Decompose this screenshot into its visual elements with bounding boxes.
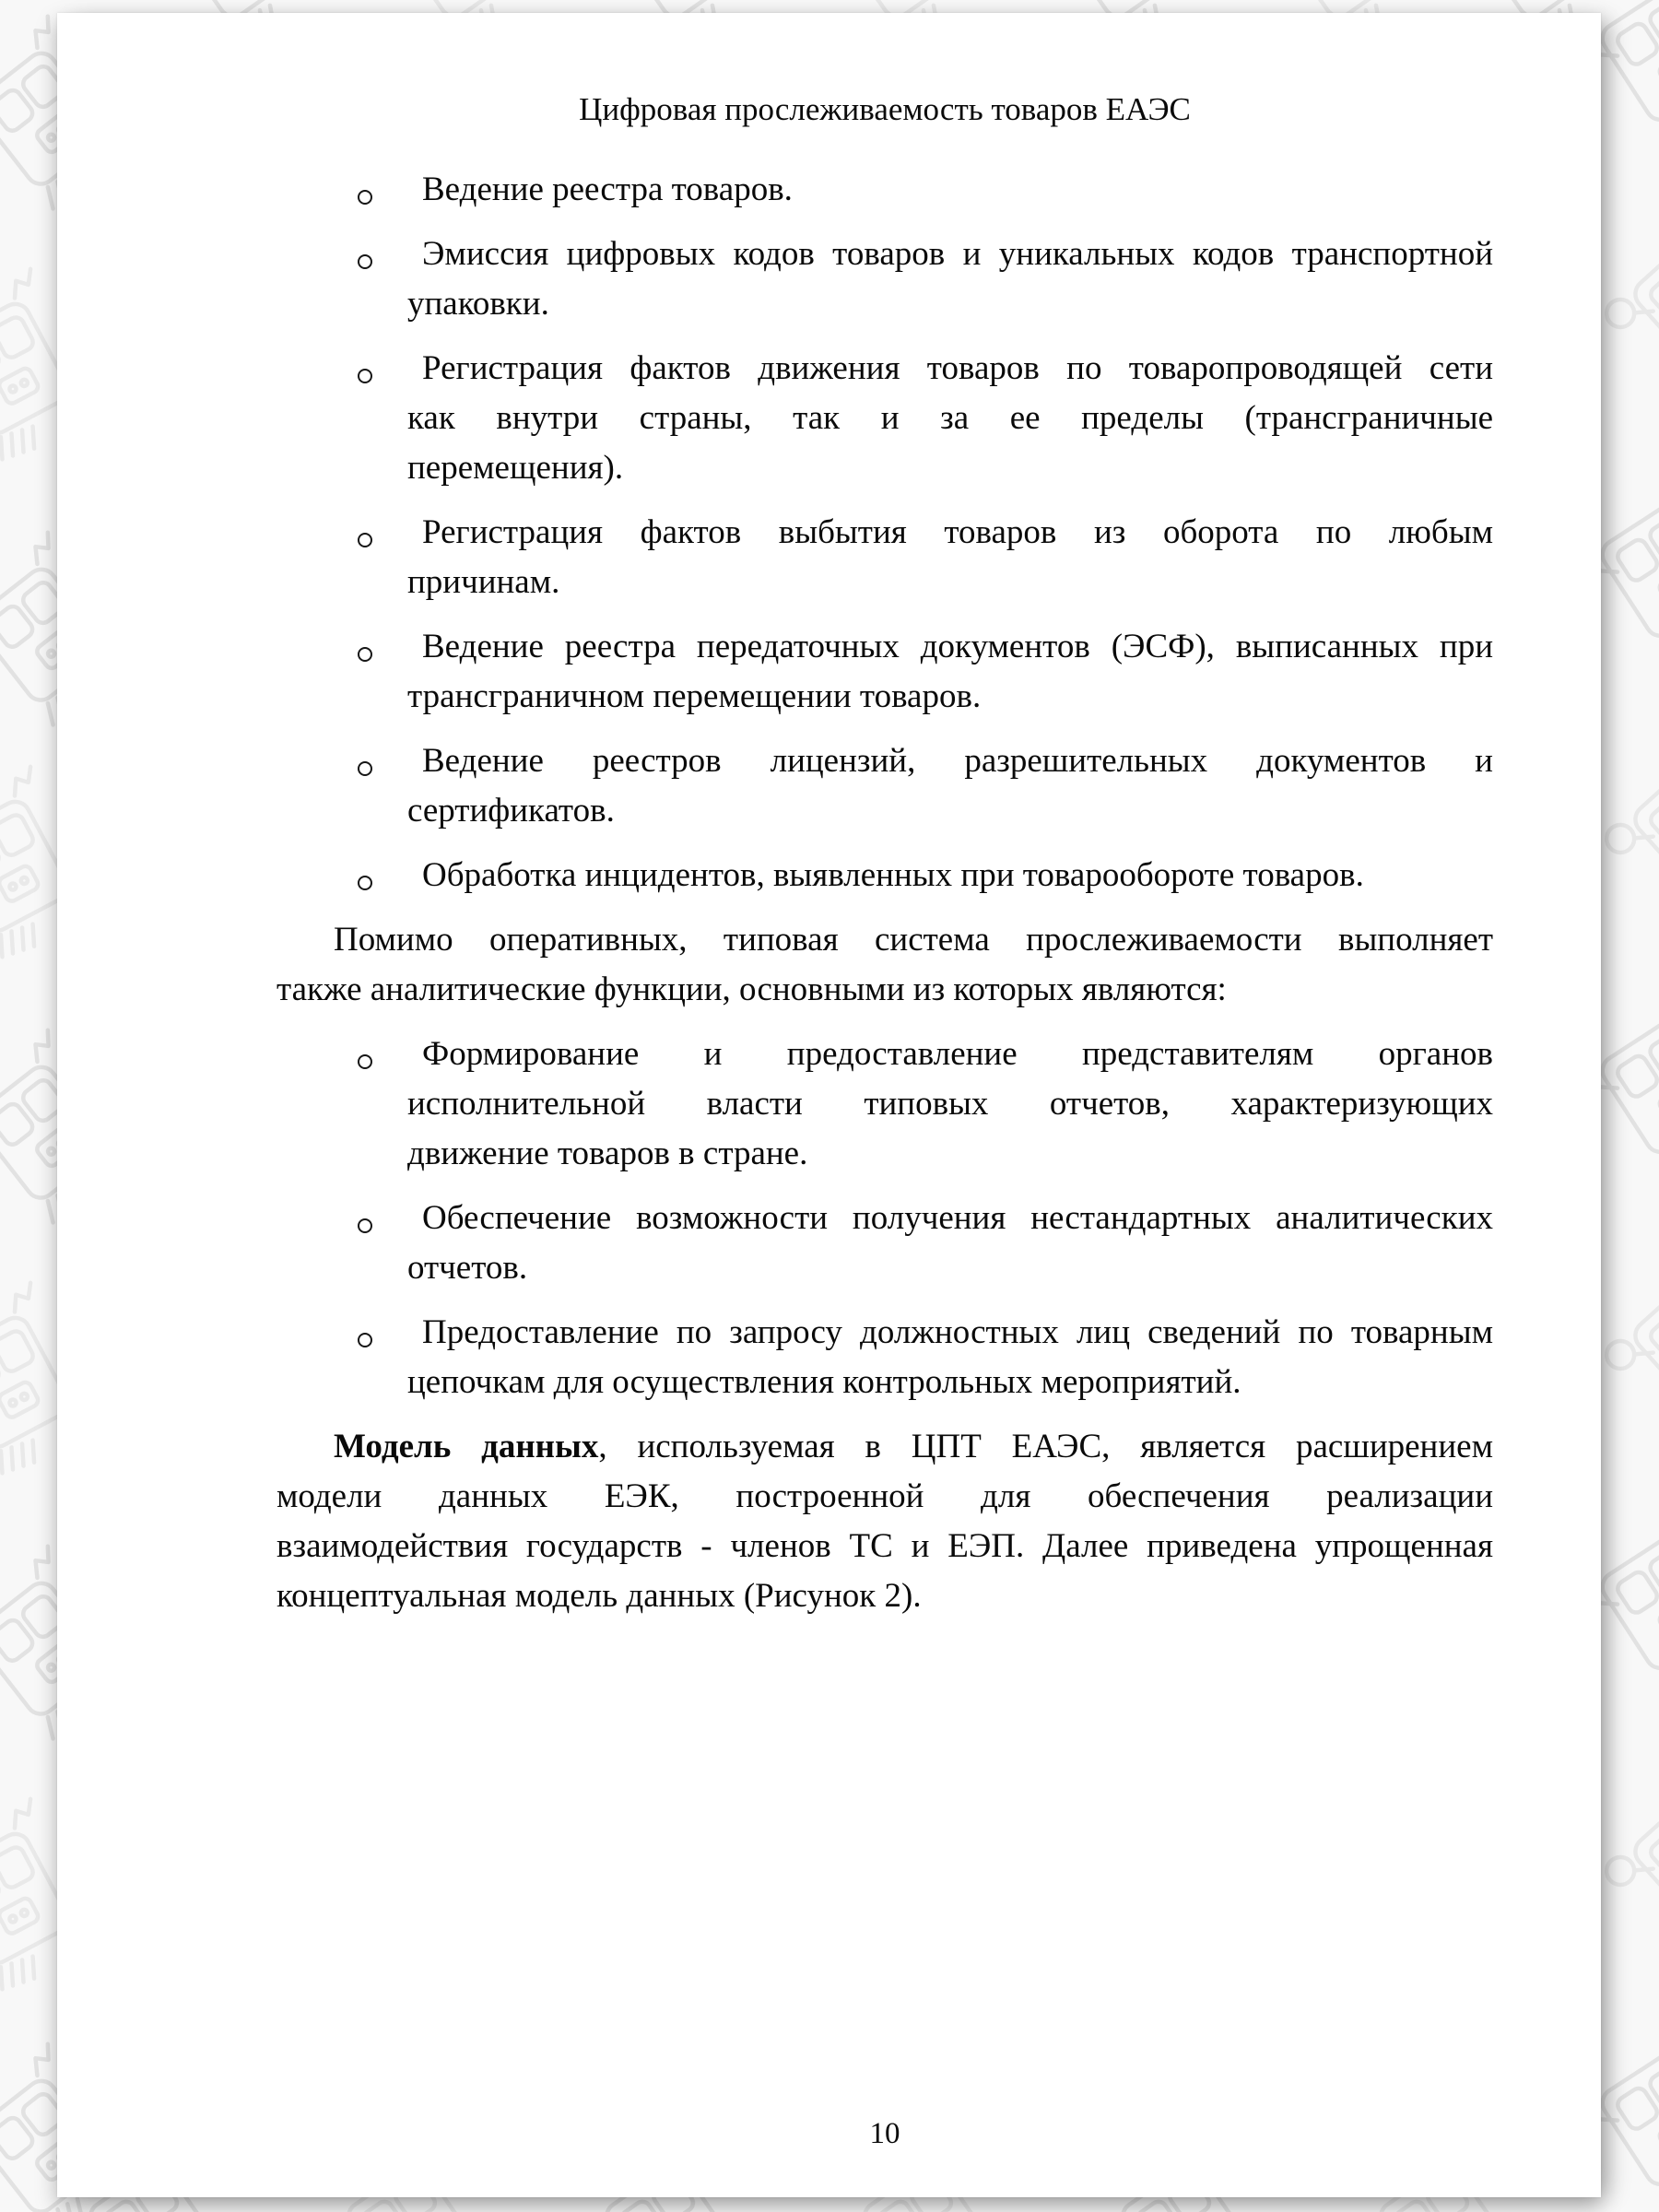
text-run: , используемая в ЦПТ ЕАЭС, является расширением: [598, 1428, 1493, 1465]
text-line: Регистрация фактов выбытия товаров из оборота по любым: [422, 513, 1493, 551]
text-line: цепочкам для осуществления контрольных мероприятий.: [407, 1363, 1241, 1401]
circle-bullet-icon: [358, 761, 372, 776]
text-line: Обеспечение возможности получения нестандартных аналитических: [422, 1199, 1493, 1237]
text-line: [276, 1422, 1493, 1472]
list-item: [276, 736, 1493, 836]
list-item: [276, 165, 1493, 215]
text-line: упаковки.: [407, 285, 549, 323]
text-line: концептуальная модель данных (Рисунок 2).: [276, 1577, 922, 1615]
text-line: перемещения).: [407, 449, 624, 487]
text-line: Ведение реестров лицензий, разрешительных документов и: [422, 742, 1493, 780]
list-item: [276, 344, 1493, 493]
list-item: [276, 851, 1493, 900]
text-line: взаимодействия государств - членов ТС и ЕЭП. Далее приведена упрощенная: [276, 1527, 1493, 1565]
document-page: [57, 13, 1601, 2197]
list-item: [276, 1194, 1493, 1293]
circle-bullet-icon: [358, 254, 372, 269]
text-line: Предоставление по запросу должностных лиц сведений по товарным: [422, 1313, 1493, 1351]
list-item: [276, 508, 1493, 607]
text-line: Эмиссия цифровых кодов товаров и уникальных кодов транспортной: [422, 235, 1493, 273]
bold-lead-text: Модель данных: [334, 1428, 599, 1465]
circle-bullet-icon: [358, 1218, 372, 1233]
text-line: Обработка инцидентов, выявленных при товарообороте товаров.: [422, 856, 1364, 894]
text-line: также аналитические функции, основными из которых являются:: [276, 971, 1227, 1008]
circle-bullet-icon: [358, 190, 372, 205]
circle-bullet-icon: [358, 533, 372, 547]
text-line: трансграничном перемещении товаров.: [407, 677, 982, 715]
text-line: Помимо оперативных, типовая система прослеживаемости выполняет: [334, 921, 1493, 959]
text-line: причинам.: [407, 563, 560, 601]
text-line: отчетов.: [407, 1249, 528, 1287]
paragraph: [276, 1422, 1493, 1621]
list-item: [276, 229, 1493, 329]
circle-bullet-icon: [358, 369, 372, 383]
list-item: [276, 1308, 1493, 1407]
list-item: [276, 622, 1493, 722]
text-column: [276, 13, 1493, 1636]
text-line: исполнительной власти типовых отчетов, характеризующих: [407, 1085, 1493, 1123]
text-line: как внутри страны, так и за ее пределы (трансграничные: [407, 399, 1493, 437]
circle-bullet-icon: [358, 1054, 372, 1069]
list-item: [276, 1030, 1493, 1179]
circle-bullet-icon: [358, 876, 372, 890]
circle-bullet-icon: [358, 647, 372, 662]
text-line: Формирование и предоставление представителям органов: [422, 1035, 1493, 1073]
text-line: модели данных ЕЭК, построенной для обеспечения реализации: [276, 1477, 1493, 1515]
page-header-title: Цифровая прослеживаемость товаров ЕАЭС: [579, 91, 1191, 127]
document-body: [276, 165, 1493, 1621]
text-line: Регистрация фактов движения товаров по товаропроводящей сети: [422, 349, 1493, 387]
text-line: сертификатов.: [407, 792, 615, 830]
text-line: движение товаров в стране.: [407, 1135, 808, 1172]
circle-bullet-icon: [358, 1333, 372, 1347]
paragraph: [276, 915, 1493, 1015]
text-line: Ведение реестра товаров.: [422, 171, 793, 208]
page-number: 10: [869, 2117, 900, 2150]
text-line: Ведение реестра передаточных документов (ЭСФ), выписанных при: [422, 628, 1493, 665]
